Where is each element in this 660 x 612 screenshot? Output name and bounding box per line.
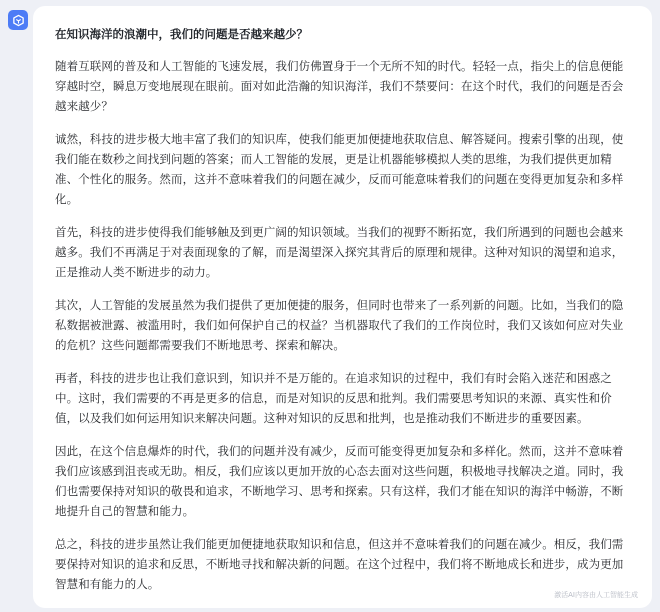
answer-card (33, 6, 652, 608)
answer-paragraph-1: 随着互联网的普及和人工智能的飞速发展，我们仿佛置身于一个无所不知的时代。轻轻一点，指尖上的信息便能穿越时空，瞬息万变地展现在眼前。面对如此浩瀚的知识海洋，我们不禁要问：在这个时代，我们的问题是否会越来越少？ (55, 59, 624, 113)
answer-paragraph-7: 总之，科技的进步虽然让我们能更加便捷地获取知识和信息，但这并不意味着我们的问题在减少。相反，我们需要保持对知识的追求和反思，不断地寻找和解决新的问题。在这个过程中，我们将不断地成长和进步，成为更加智慧和有能力的人。 (55, 537, 624, 591)
answer-paragraph-6: 因此，在这个信息爆炸的时代，我们的问题并没有减少，反而可能变得更加复杂和多样化。然而，这并不意味着我们应该感到沮丧或无助。相反，我们应该以更加开放的心态去面对这些问题，积极地寻找解决之道。同时，我们也需要保持对知识的敬畏和追求，不断地学习、思考和探索。只有这样，我们才能在知识的海洋中畅游，不断地提升自己的智慧和能力。 (55, 444, 624, 518)
answer-paragraph-2: 诚然，科技的进步极大地丰富了我们的知识库，使我们能更加便捷地获取信息、解答疑问。搜索引擎的出现，使我们能在数秒之间找到问题的答案；而人工智能的发展，更是让机器能够模拟人类的思维，为我们提供更加精准、个性化的服务。然而，这并不意味着我们的问题在减少，反而可能意味着我们的问题在变得更加复杂和多样化。 (55, 132, 624, 206)
answer-paragraph-3: 首先，科技的进步使得我们能够触及到更广阔的知识领域。当我们的视野不断拓宽，我们所遇到的问题也会越来越多。我们不再满足于对表面现象的了解，而是渴望深入探究其背后的原理和规律。这种对知识的渴望和追求，正是推动人类不断进步的动力。 (55, 225, 624, 279)
answer-title: 在知识海洋的浪潮中，我们的问题是否越来越少？ (55, 27, 308, 41)
answer-paragraph-4: 其次，人工智能的发展虽然为我们提供了更加便捷的服务，但同时也带来了一系列新的问题。比如，当我们的隐私数据被泄露、被滥用时，我们如何保护自己的权益？当机器取代了我们的工作岗位时，我们又该如何应对失业的危机？这些问题都需要我们不断地思考、探索和解决。 (55, 298, 624, 352)
ai-assistant-icon (8, 10, 28, 30)
answer-paragraph-5: 再者，科技的进步也让我们意识到，知识并不是万能的。在追求知识的过程中，我们有时会陷入迷茫和困惑之中。这时，我们需要的不再是更多的信息，而是对知识的反思和批判。我们需要思考知识的来源、真实性和价值，以及我们如何运用知识来解决问题。这种对知识的反思和批判，也是推动我们不断进步的重要因素。 (55, 371, 612, 425)
ai-assistant-glyph (12, 14, 25, 27)
ai-generated-watermark: 激活AI内容由人工智能生成 (554, 591, 638, 599)
